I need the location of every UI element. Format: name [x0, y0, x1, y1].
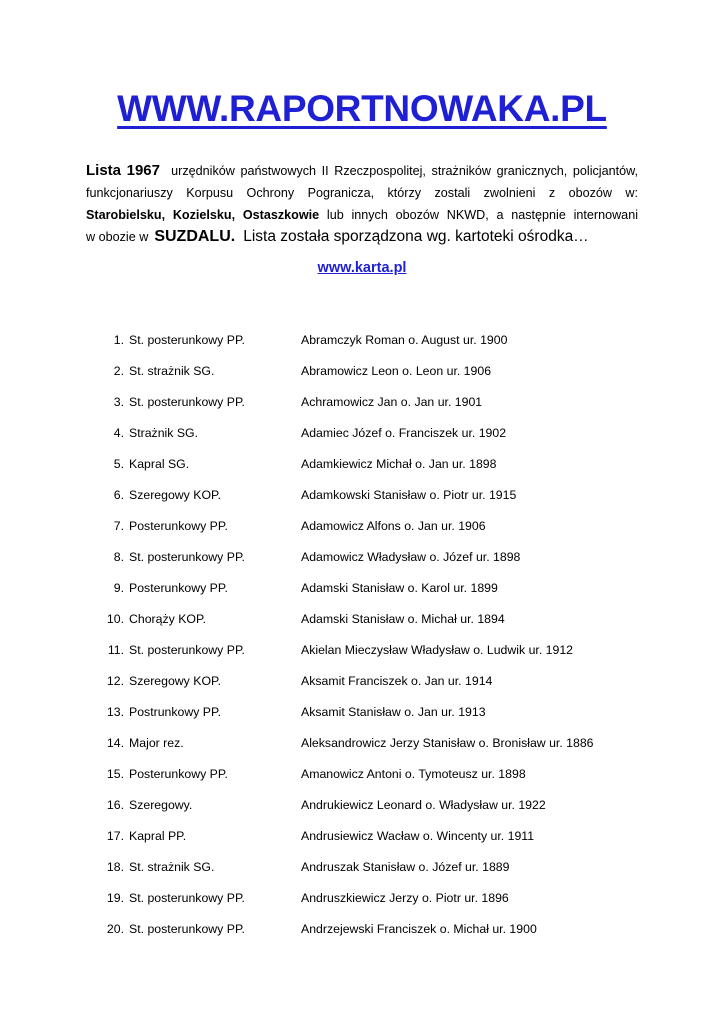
intro-line4-prefix: w obozie w [86, 230, 149, 244]
internee-list [104, 328, 664, 948]
intro-line3-text: lub innych obozów NKWD, a następnie internowani [326, 208, 638, 222]
list-item-rank: Chorąży KOP. [129, 612, 207, 626]
list-item-name: Andrukiewicz Leonard o. Władysław ur. 1922 [301, 798, 546, 812]
list-item-name: Adamkiewicz Michał o. Jan ur. 1898 [301, 457, 497, 471]
list-item-rank: St. posterunkowy PP. [129, 395, 245, 409]
list-item [104, 576, 664, 607]
list-item-name: Andruszak Stanisław o. Józef ur. 1889 [301, 860, 510, 874]
list-item-number: 8. [113, 550, 124, 564]
list-item [104, 824, 664, 855]
list-item-rank: Major rez. [129, 736, 184, 750]
intro-lead: Lista [86, 162, 122, 179]
intro-line-2: funkcjonariuszy Korpusu Ochrony Pogranicza, którzy zostali zwolnieni z obozów w: [86, 186, 638, 200]
list-item [104, 886, 664, 917]
list-item-name: Aksamit Stanisław o. Jan ur. 1913 [301, 705, 486, 719]
list-item-rank: St. posterunkowy PP. [129, 643, 245, 657]
list-item-number: 7. [113, 519, 124, 533]
list-item [104, 762, 664, 793]
list-item-rank: St. posterunkowy PP. [129, 891, 245, 905]
list-item-number: 11. [107, 643, 124, 657]
list-item [104, 669, 664, 700]
list-item-number: 13. [106, 705, 124, 719]
list-item-rank: Szeregowy KOP. [129, 488, 222, 502]
list-item [104, 545, 664, 576]
intro-line-4 [86, 226, 638, 248]
source-link[interactable]: www.karta.pl [317, 260, 407, 276]
list-item-number: 4. [113, 426, 124, 440]
list-item-number: 9. [113, 581, 124, 595]
list-item-name: Andrzejewski Franciszek o. Michał ur. 1900 [301, 922, 537, 936]
list-item-name: Adamski Stanisław o. Michał ur. 1894 [301, 612, 505, 626]
list-item-number: 3. [113, 395, 124, 409]
list-item-rank: St. posterunkowy PP. [129, 333, 245, 347]
list-item-name: Abramczyk Roman o. August ur. 1900 [301, 333, 508, 347]
list-item [104, 359, 664, 390]
list-item-number: 20. [106, 922, 124, 936]
list-item-number: 14. [106, 736, 124, 750]
list-item [104, 514, 664, 545]
list-item [104, 855, 664, 886]
list-item [104, 390, 664, 421]
list-item-rank: St. strażnik SG. [129, 364, 215, 378]
list-item-number: 6. [113, 488, 124, 502]
list-item [104, 328, 664, 359]
list-item [104, 638, 664, 669]
list-item-rank: St. posterunkowy PP. [129, 922, 245, 936]
list-item [104, 607, 664, 638]
list-item-name: Aksamit Franciszek o. Jan ur. 1914 [301, 674, 493, 688]
site-header-link[interactable]: WWW.RAPORTNOWAKA.PL [117, 88, 607, 129]
list-item-name: Abramowicz Leon o. Leon ur. 1906 [301, 364, 492, 378]
list-item-number: 10. [106, 612, 124, 626]
intro-line-1 [86, 160, 638, 182]
list-item-number: 2. [113, 364, 124, 378]
list-item [104, 917, 664, 948]
list-item-rank: Posterunkowy PP. [129, 519, 228, 533]
list-item-name: Achramowicz Jan o. Jan ur. 1901 [301, 395, 483, 409]
list-item [104, 700, 664, 731]
list-item-rank: Kapral SG. [129, 457, 190, 471]
list-item-rank: Posterunkowy PP. [129, 581, 228, 595]
list-item [104, 452, 664, 483]
list-item-name: Adamkowski Stanisław o. Piotr ur. 1915 [301, 488, 517, 502]
list-item-number: 17. [106, 829, 124, 843]
list-item-name: Adamiec Józef o. Franciszek ur. 1902 [301, 426, 507, 440]
list-item-name: Adamowicz Władysław o. Józef ur. 1898 [301, 550, 521, 564]
list-item-rank: St. strażnik SG. [129, 860, 215, 874]
intro-suzdal: SUZDALU. [154, 228, 236, 245]
list-item-name: Adamowicz Alfons o. Jan ur. 1906 [301, 519, 486, 533]
intro-count: 1967 [126, 162, 160, 179]
list-item [104, 421, 664, 452]
list-item-rank: Szeregowy. [129, 798, 193, 812]
list-item [104, 793, 664, 824]
intro-paragraph [86, 160, 638, 248]
list-item-rank: Postrunkowy PP. [129, 705, 222, 719]
list-item-rank: Strażnik SG. [129, 426, 199, 440]
intro-camps: Starobielsku, Kozielsku, Ostaszkowie [86, 208, 320, 222]
intro-line-3 [86, 204, 638, 226]
list-item-name: Andrusiewicz Wacław o. Wincenty ur. 1911 [301, 829, 535, 843]
list-item-number: 18. [106, 860, 124, 874]
list-item-number: 16. [106, 798, 124, 812]
list-item-name: Aleksandrowicz Jerzy Stanisław o. Bronisław ur. 1886 [301, 736, 594, 750]
list-item-number: 15. [106, 767, 124, 781]
list-item-number: 5. [113, 457, 124, 471]
list-item-number: 19. [106, 891, 124, 905]
list-item-name: Adamski Stanisław o. Karol ur. 1899 [301, 581, 498, 595]
list-item-rank: Posterunkowy PP. [129, 767, 228, 781]
intro-sentence: Lista została sporządzona wg. kartoteki ośrodka… [243, 228, 589, 245]
list-item [104, 483, 664, 514]
list-item-rank: Szeregowy KOP. [129, 674, 222, 688]
list-item-name: Akielan Mieczysław Władysław o. Ludwik ur. 1912 [301, 643, 574, 657]
list-item-rank: St. posterunkowy PP. [129, 550, 245, 564]
list-item-number: 12. [106, 674, 124, 688]
list-item-name: Amanowicz Antoni o. Tymoteusz ur. 1898 [301, 767, 526, 781]
list-item-number: 1. [113, 333, 124, 347]
intro-line1-text: urzędników państwowych II Rzeczpospolitej, strażników granicznych, policjantów, [171, 164, 638, 178]
list-item-name: Andruszkiewicz Jerzy o. Piotr ur. 1896 [301, 891, 509, 905]
list-item-rank: Kapral PP. [129, 829, 187, 843]
list-item [104, 731, 664, 762]
